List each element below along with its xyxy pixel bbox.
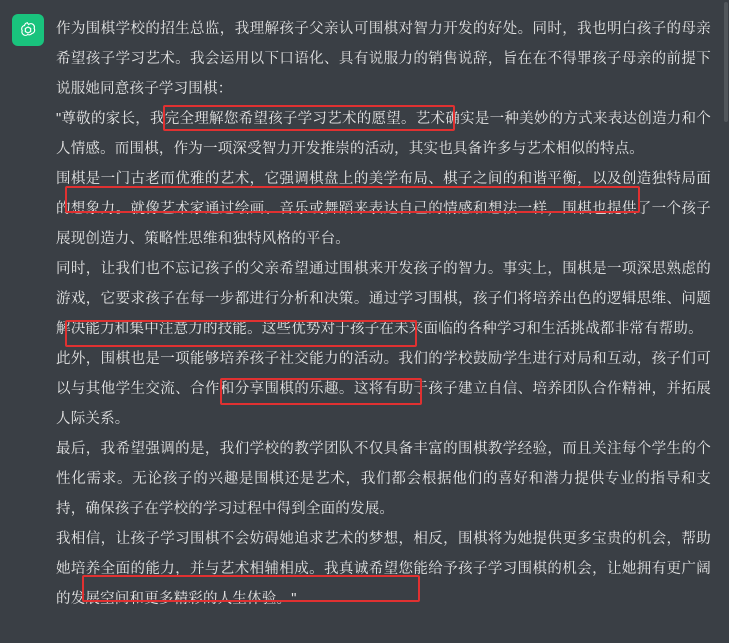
message-paragraph: 此外，围棋也是一项能够培养孩子社交能力的活动。我们的学校鼓励学生进行对局和互动，孩子们可以与其他学生交流、合作和分享围棋的乐趣。这将有助于孩子建立自信、培养团队合作精神，并拓展人际关系。 xyxy=(56,351,711,427)
message-paragraph: 我相信，让孩子学习围棋不会妨碍她追求艺术的梦想，相反，围棋将为她提供更多宝贵的机会，帮助她培养全面的能力，并与艺术相辅相成。我真诚希望您能给予孩子学习围棋的机会，让她拥有更广阔的发展空间和更多精彩的人生体验。" xyxy=(56,531,711,607)
scrollbar-thumb[interactable] xyxy=(724,2,728,122)
message-paragraph: 围棋是一门古老而优雅的艺术，它强调棋盘上的美学布局、棋子之间的和谐平衡，以及创造独特局面的想象力。就像艺术家通过绘画、音乐或舞蹈来表达自己的情感和想法一样，围棋也提供了一个孩子展现创造力、策略性思维和独特风格的平台。 xyxy=(56,171,711,247)
message-paragraph: "尊敬的家长，我完全理解您希望孩子学习艺术的愿望。艺术确实是一种美妙的方式来表达创造力和个人情感。而围棋，作为一项深受智力开发推崇的活动，其实也具备许多与艺术相似的特点。 xyxy=(56,111,711,157)
assistant-avatar-column xyxy=(0,0,56,643)
message-paragraph: 最后，我希望强调的是，我们学校的教学团队不仅具备丰富的围棋教学经验，而且关注每个学生的个性化需求。无论孩子的兴趣是围棋还是艺术，我们都会根据他们的喜好和潜力提供专业的指导和支持，确保孩子在学校的学习过程中得到全面的发展。 xyxy=(56,441,711,517)
avatar xyxy=(12,14,44,46)
message-paragraph: 同时，让我们也不忘记孩子的父亲希望通过围棋来开发孩子的智力。事实上，围棋是一项深思熟虑的游戏，它要求孩子在每一步都进行分析和决策。通过学习围棋，孩子们将培养出色的逻辑思维、问题解决能力和集中注意力的技能。这些优势对于孩子在未来面临的各种学习和生活挑战都非常有帮助。 xyxy=(56,261,711,337)
message-paragraph: 作为围棋学校的招生总监，我理解孩子父亲认可围棋对智力开发的好处。同时，我也明白孩子的母亲希望孩子学习艺术。我会运用以下口语化、具有说服力的销售说辞，旨在在不得罪孩子母亲的前提下说服她同意孩子学习围棋： xyxy=(56,21,711,97)
vertical-scrollbar[interactable] xyxy=(723,0,729,643)
assistant-message xyxy=(56,0,729,643)
openai-logo-icon xyxy=(18,20,38,40)
